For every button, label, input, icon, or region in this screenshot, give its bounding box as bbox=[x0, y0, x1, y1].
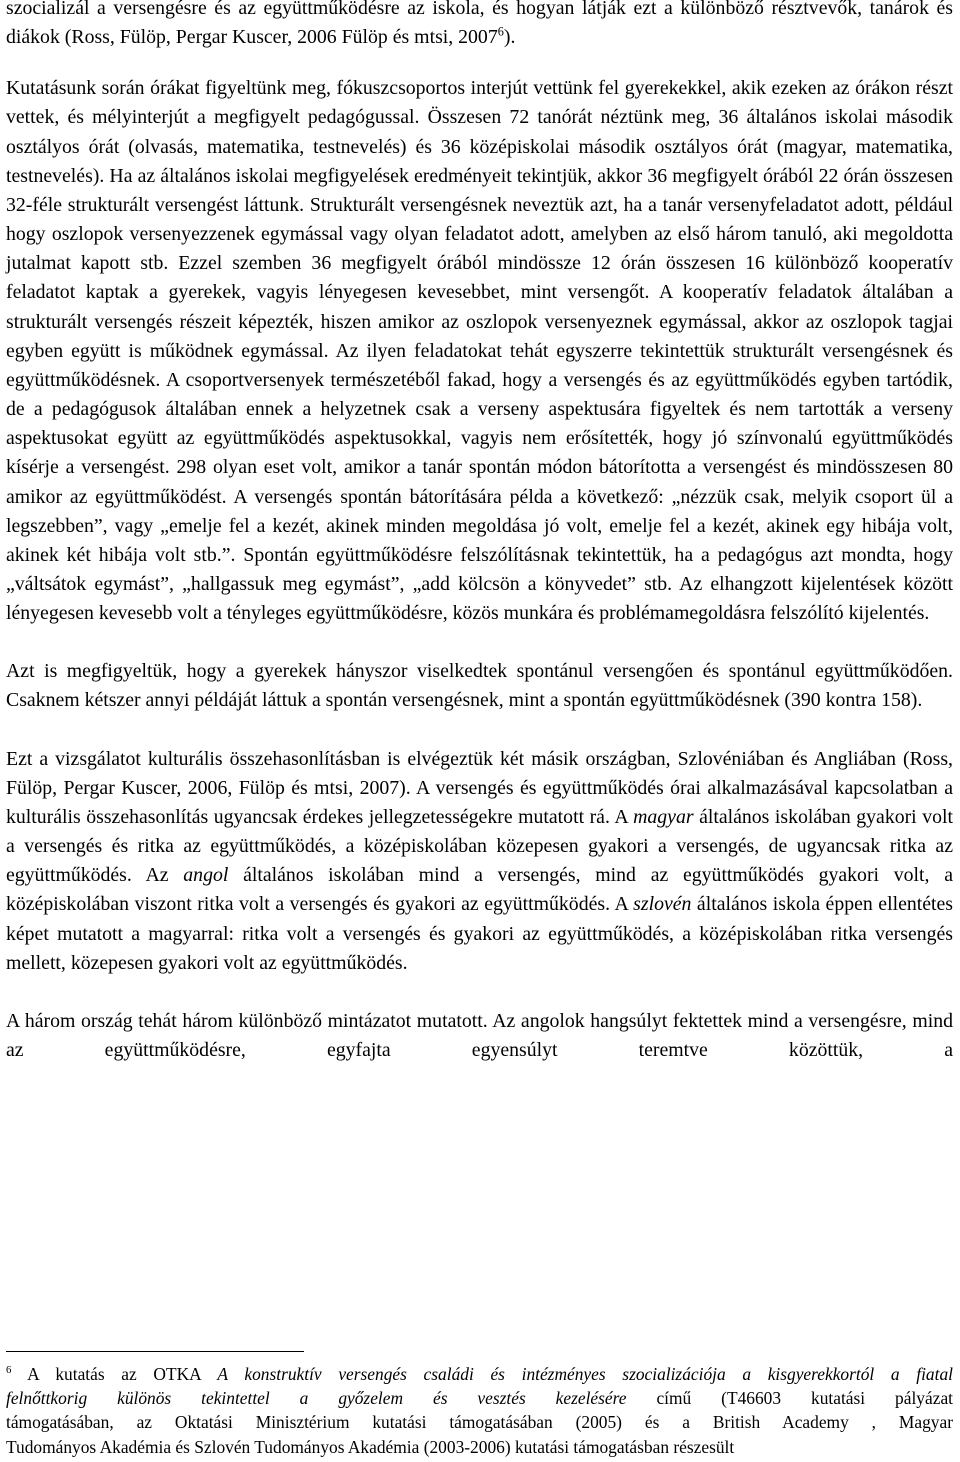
footnote-marker: 6 bbox=[6, 1364, 12, 1377]
text-run: általános iskola éppen ellentétes képet mutatott a magyarral: ritka volt a versengés és gyakori az együttműködés, a középiskolában ritka versengés mellett, közepesen gyakori volt az együttműködés. bbox=[6, 893, 953, 974]
paragraph-cultural-comparison bbox=[6, 745, 953, 978]
text-run: általános iskolában gyakori volt a versengés és ritka az együttműködés, a középiskolában közepesen gyakori a versengés, de ugyancsak ritka az együttműködés. Az bbox=[6, 805, 953, 887]
text-run: A kutatás az OTKA bbox=[11, 1364, 218, 1384]
text-run: Kutatásunk során órákat figyeltünk meg, fókuszcsoportos interjút vettünk fel gyerekekkel, akik ezeken az órákon részt vettek, és mélyinterjút a megfigyelt pedagógussal. Összesen 72 tanórát néztünk meg, 36 általános iskolai második osztályos órát (olvasás, matematika, testnevelés) és 36 középiskolai második osztályos órát (magyar, matematika, testnevelés). Ha az általános iskolai megfigyelések eredményeit tekintjük, akkor 36 megfigyelt órából 22 órán összesen 32-féle strukturált versengést láttunk. Strukturált versengésnek neveztük azt, ha a tanár versenyfeladatot adott, például hogy oszlopok versenyezzenek egymással vagy olyan feladatot adott, amelyben az első három tanuló, aki megoldotta jutalmat kapott stb. Ezzel szemben 36 megfigyelt órából mindössze 12 órán összesen 16 különböző kooperatív feladatot kaptak a gyerekek, vagyis lényegesen kevesebbet, mint versengőt. A kooperatív feladatok általában a strukturált versengés részeit képezték, hiszen amikor az oszlopok versenyeznek egymással, akkor az oszlopok tagjai egyben együtt is működnek egymással. Az ilyen feladatokat tehát egyszerre tekintettük strukturált versengésnek és együttműködésnek. A csoportversenyek természetéből fakad, hogy a versengés és az együttműködés egyben tartódik, de a pedagógusok általában ennek a helyzetnek csak a verseny aspektusára figyeltek és nem tartották a verseny aspektusokat együtt az együttműködés aspektusokkal, vagyis nem erősítették, hogy jó színvonalú együttműködés kísérje a versengést. 298 olyan eset volt, amikor a tanár spontán módon bátorította a versengést és mindösszesen 80 amikor az együttműködést. A versengés spontán bátorítására példa a következő: „nézzük csak, melyik csoport ül a legszebben”, vagy „emelje fel a kezét, akinek minden megoldása jó volt, emelje fel a kezét, akinek egy hibája volt, akinek két hibája volt stb.”. Spontán együttműködésre felszólításnak tekintettük, ha a pedagógus azt mondta, hogy „váltsátok egymást”, „hallgassuk meg egymást”, „add kölcsön a könyvedet” stb. Az elhangzott kijelentések között lényegesen kevesebb volt a tényleges együttműködésre, közös munkára és problémamegoldásra felszólító kijelentés. bbox=[6, 77, 953, 625]
paragraph-three-countries bbox=[6, 1007, 953, 1065]
footnote-6 bbox=[6, 1362, 953, 1459]
emphasis-text: A konstruktív versengés családi és intézményes szocializációja a kisgyerekkortól a fiatal bbox=[217, 1364, 953, 1384]
footnote-line bbox=[6, 1435, 953, 1459]
emphasis-text: magyar bbox=[633, 805, 694, 828]
text-run: című (T46603 kutatási pályázat bbox=[626, 1388, 953, 1409]
text-run: általános iskolában mind a versengés, mind az együttműködés gyakori volt, a középiskolában viszont ritka volt a versengés és gyakori az együttműködés. A bbox=[6, 864, 954, 916]
footnote-separator bbox=[6, 1351, 304, 1352]
text-run: ). bbox=[503, 26, 516, 49]
footnote-line bbox=[6, 1362, 953, 1386]
emphasis-text: felnőttkorig különös tekintettel a győzelem és vesztés kezelésére bbox=[6, 1388, 627, 1409]
emphasis-text: szlovén bbox=[633, 893, 692, 916]
paragraph-research-method bbox=[6, 74, 953, 628]
text-run: Ezt a vizsgálatot kulturális összehasonlításban is elvégeztük két másik országban, Szlovéniában és Angliában (Ross, Fülöp, Pergar Kuscer, 2006, Fülöp és mtsi, 2007). A versengés és együttműködés órai alkalmazásával kapcsolatban a kulturális összehasonlítás ugyancsak érdekes jellegzetességekre mutatott rá. A bbox=[6, 747, 953, 828]
footnote-marker: 6 bbox=[497, 24, 504, 39]
paragraph-spontaneous-behaviour bbox=[6, 657, 953, 715]
footnote-line bbox=[6, 1410, 953, 1434]
footnote-line bbox=[6, 1386, 953, 1410]
document-page bbox=[6, 0, 953, 1065]
text-run: Tudományos Akadémia és Szlovén Tudományos Akadémia (2003-2006) kutatási támogatásban részesült bbox=[6, 1436, 735, 1457]
text-run: támogatásában, az Oktatási Minisztérium kutatási támogatásában (2005) és a British Academy , Magyar bbox=[6, 1412, 953, 1433]
text-run: szocializál a versengésre és az együttműködésre az iskola, és hogyan látják ezt a különböző résztvevők, tanárok és diákok (Ross, Fülöp, Pergar Kuscer, 2006 Fülöp és mtsi, 2007 bbox=[6, 0, 953, 49]
paragraph-intro-continuation bbox=[6, 0, 953, 52]
text-run: Azt is megfigyeltük, hogy a gyerekek hányszor viselkedtek spontánul versengően és spontánul együttműködően. Csaknem kétszer annyi példáját láttuk a spontán versengésnek, mint a spontán együttműködésnek (390 kontra 158). bbox=[6, 660, 953, 712]
text-run: A három ország tehát három különböző mintázatot mutatott. Az angolok hangsúlyt fektettek mind a versengésre, mind az együttműködésre, egyfajta egyensúlyt teremtve közöttük, a bbox=[6, 1009, 953, 1061]
emphasis-text: angol bbox=[183, 864, 229, 887]
